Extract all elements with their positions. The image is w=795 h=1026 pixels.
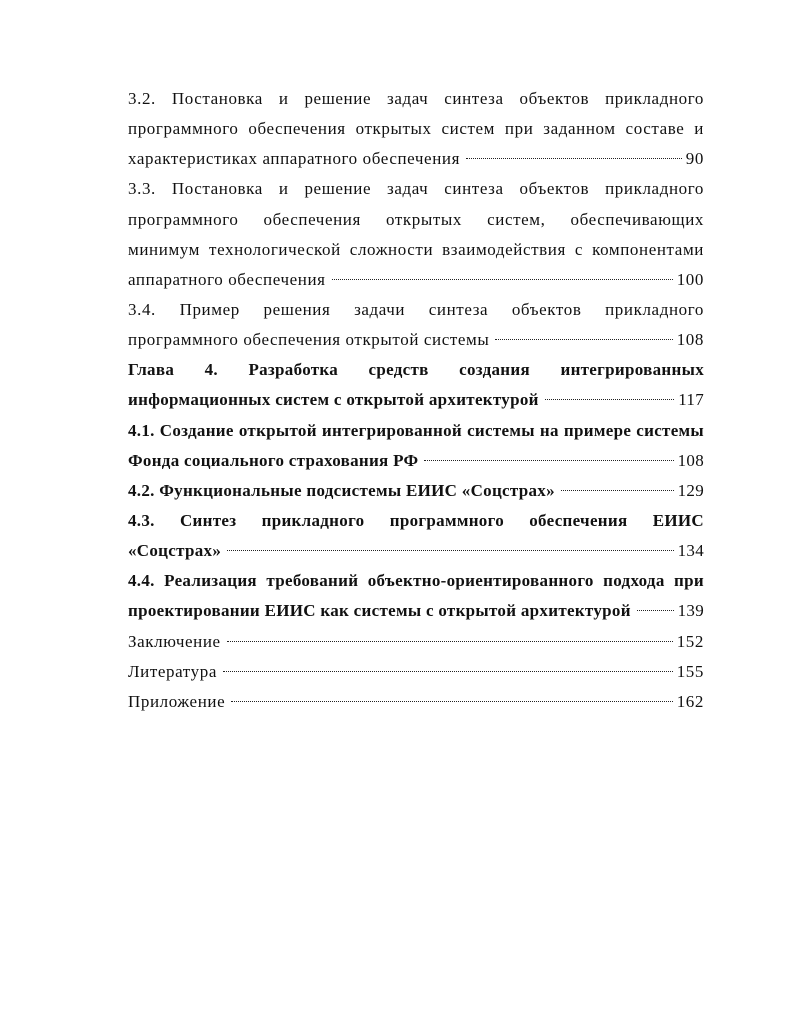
toc-page-number: 108	[676, 330, 704, 350]
dot-leader	[231, 701, 672, 702]
dot-leader	[495, 339, 672, 340]
toc-entry-last-line	[128, 144, 704, 174]
toc-entry	[128, 416, 704, 476]
toc-entry-last-line	[128, 627, 704, 657]
toc-entry-title: 4.2. Функциональные подсистемы ЕИИС «Соцстрах»	[128, 480, 555, 500]
toc-entry-last-line	[128, 265, 704, 295]
dot-leader	[223, 671, 673, 672]
dot-leader	[227, 550, 673, 551]
toc-page-number: 108	[677, 450, 704, 470]
toc-entry	[128, 355, 704, 415]
toc-page-number: 162	[676, 691, 704, 711]
toc-page-number: 117	[678, 390, 704, 410]
toc-entry-title: Литература	[128, 661, 217, 681]
dot-leader	[637, 610, 674, 611]
toc-entry-line: 3.2. Постановка и решение задач синтеза объектов прикладного	[128, 89, 704, 108]
toc-entry-last-line	[128, 536, 704, 566]
toc-page-number: 139	[677, 601, 704, 621]
toc-entry-line: программного обеспечения открытых систем, обеспечивающих	[128, 209, 704, 229]
toc-entry-line: минимум технологической сложности взаимодействия с компонентами	[128, 239, 704, 259]
toc-entry-last-line	[128, 657, 704, 687]
toc-entry-title: информационных систем с открытой архитектурой	[128, 390, 539, 410]
toc-entry-last-line	[128, 385, 704, 415]
toc-entry-line: Глава 4. Разработка средств создания интегрированных	[128, 360, 704, 380]
toc-page-number: 100	[676, 269, 704, 289]
toc-entry-title: Заключение	[128, 631, 221, 651]
toc-entry	[128, 476, 704, 506]
dot-leader	[332, 279, 673, 280]
toc-page-number: 152	[676, 631, 704, 651]
toc-entry-line: 4.4. Реализация требований объектно-ориентированного подхода при	[128, 571, 704, 591]
toc-entry-line: программного обеспечения открытых систем при заданном составе и	[128, 119, 704, 139]
toc-entry-title: программного обеспечения открытой системы	[128, 330, 490, 350]
toc-entry	[128, 84, 704, 174]
toc-entry-line: 3.4. Пример решения задачи синтеза объектов прикладного	[128, 299, 704, 319]
toc-page-number: 134	[677, 541, 704, 561]
toc-entry	[128, 657, 704, 687]
dot-leader	[424, 460, 673, 461]
dot-leader	[545, 399, 674, 400]
toc-page-number: 90	[685, 149, 704, 169]
dot-leader	[466, 158, 682, 159]
toc-entry	[128, 627, 704, 657]
toc-page-number: 155	[676, 661, 704, 681]
toc-entry	[128, 506, 704, 566]
toc-entry	[128, 687, 704, 717]
toc-entry-last-line	[128, 687, 704, 717]
toc-entry	[128, 566, 704, 626]
toc-entry-title: аппаратного обеспечения	[128, 269, 326, 289]
toc-entry-title: Приложение	[128, 691, 226, 711]
toc-entry-title: «Соцстрах»	[128, 541, 222, 561]
toc-entry-last-line	[128, 446, 704, 476]
toc-entry-title: Фонда социального страхования РФ	[128, 450, 419, 470]
toc-entry-last-line	[128, 325, 704, 355]
toc-entry-line: 4.1. Создание открытой интегрированной системы на примере системы	[128, 420, 704, 440]
dot-leader	[227, 641, 673, 642]
toc-entry-title: характеристиках аппаратного обеспечения	[128, 149, 461, 169]
toc-entry-last-line	[128, 476, 704, 506]
toc-entry	[128, 295, 704, 355]
dot-leader	[561, 490, 674, 491]
toc-entry-line: 3.3. Постановка и решение задач синтеза объектов прикладного	[128, 179, 704, 199]
toc-entry	[128, 174, 704, 295]
toc-page-number: 129	[677, 480, 704, 500]
table-of-contents	[128, 84, 704, 717]
toc-entry-line: 4.3. Синтез прикладного программного обеспечения ЕИИС	[128, 510, 704, 530]
toc-entry-last-line	[128, 596, 704, 626]
toc-entry-title: проектировании ЕИИС как системы с открытой архитектурой	[128, 601, 631, 621]
